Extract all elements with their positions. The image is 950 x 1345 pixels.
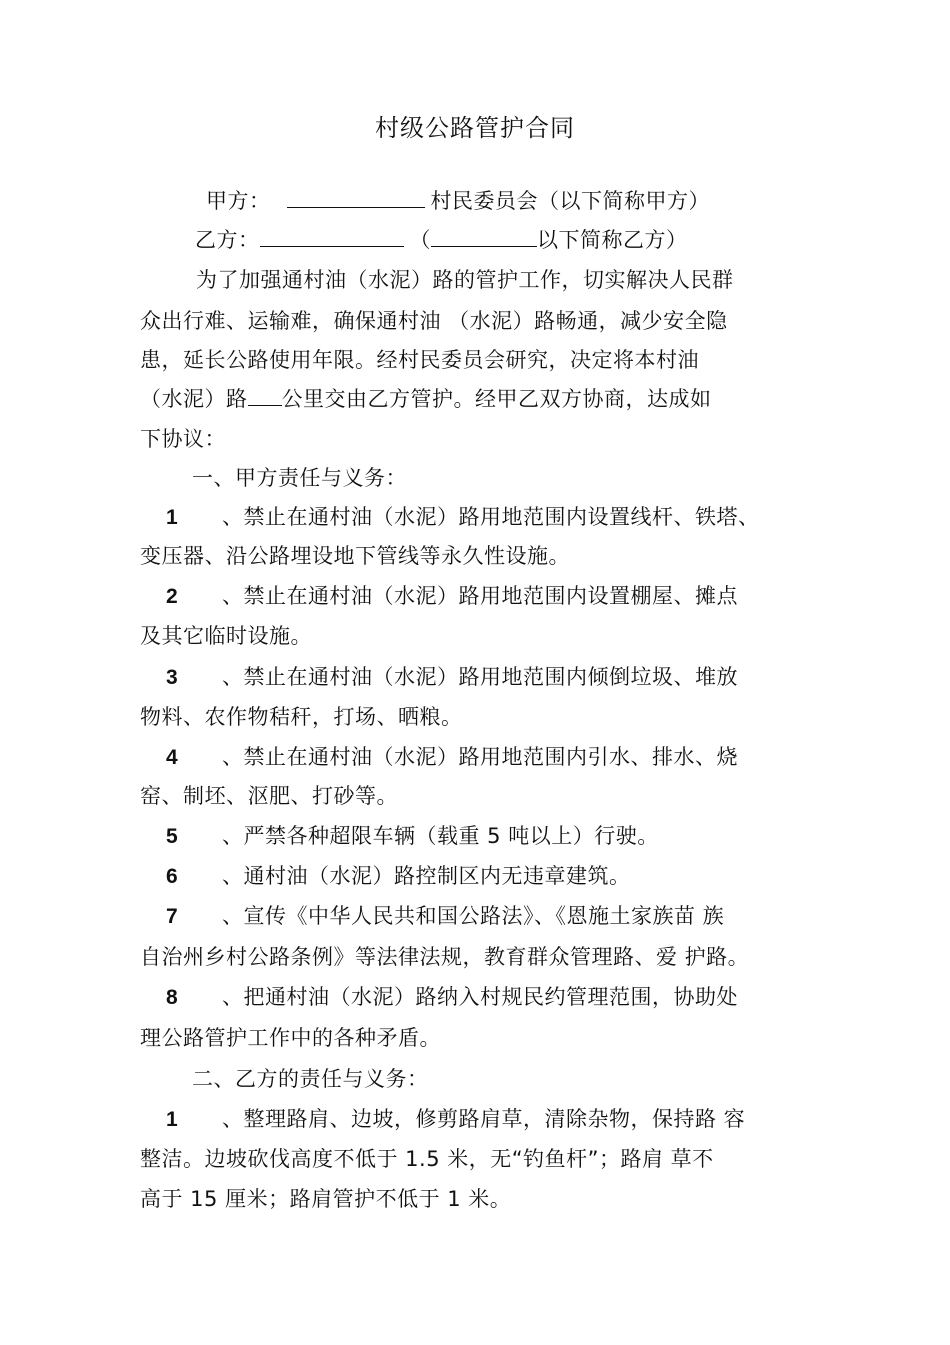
clause-text: 、禁止在通村油（水泥）路用地范围内设置线杆、铁塔、 xyxy=(222,505,760,529)
clause-line xyxy=(140,861,631,892)
intro-text: （水泥）路 xyxy=(140,387,248,411)
intro-line xyxy=(140,384,712,414)
party-a-label: 甲方： xyxy=(206,189,271,213)
clause-text: 、禁止在通村油（水泥）路用地范围内设置棚屋、摊点 xyxy=(222,584,738,608)
intro-line: 下协议： xyxy=(140,427,226,451)
section-heading: 二、乙方的责任与义务： xyxy=(192,1067,429,1091)
clause-number: 3 xyxy=(166,666,179,689)
clause-line: 整洁。边坡砍伐高度不低于 1.5 米，无“钓鱼杆”；路肩 草不 xyxy=(140,1147,714,1171)
clause-text: 、宣传《中华人民共和国公路法》、《恩施土家族苗 族 xyxy=(222,904,725,928)
intro-line: 患，延长公路使用年限。经村民委员会研究，决定将本村油 xyxy=(140,348,699,372)
party-b-open-paren: （ xyxy=(409,228,431,252)
page-title: 村级公路管护合同 xyxy=(375,114,575,142)
party-b-suffix: 以下简称乙方） xyxy=(537,228,688,252)
clause-line xyxy=(140,982,738,1013)
clause-number: 8 xyxy=(166,986,179,1009)
clause-text: 、严禁各种超限车辆（载重 5 吨以上）行驶。 xyxy=(222,824,659,848)
clause-text: 、通村油（水泥）路控制区内无违章建筑。 xyxy=(222,864,631,888)
party-b-blank xyxy=(260,226,404,247)
clause-line: 高于 15 厘米；路肩管护不低于 1 米。 xyxy=(140,1187,512,1211)
clause-text: 、禁止在通村油（水泥）路用地范围内倾倒垃圾、堆放 xyxy=(222,665,738,689)
clause-line: 窑、制坯、沤肥、打砂等。 xyxy=(140,784,398,808)
clause-number: 4 xyxy=(166,746,179,769)
clause-text: 、整理路肩、边坡，修剪路肩草，清除杂物，保持路 容 xyxy=(222,1107,746,1131)
party-b-label: 乙方： xyxy=(195,228,260,252)
clause-line xyxy=(140,821,659,852)
clause-line xyxy=(140,581,738,612)
clause-line: 理公路管护工作中的各种矛盾。 xyxy=(140,1026,441,1050)
clause-number: 5 xyxy=(166,825,179,848)
clause-number: 7 xyxy=(166,905,179,928)
party-a-blank xyxy=(287,187,425,208)
clause-text: 、把通村油（水泥）路纳入村规民约管理范围，协助处 xyxy=(222,985,738,1009)
intro-line: 众出行难、运输难，确保通村油 （水泥）路畅通，减少安全隐 xyxy=(140,309,728,333)
section-heading: 一、甲方责任与义务： xyxy=(192,466,407,490)
clause-line xyxy=(140,742,738,773)
intro-line: 为了加强通村油（水泥）路的管护工作，切实解决人民群 xyxy=(196,268,734,292)
clause-text: 、禁止在通村油（水泥）路用地范围内引水、排水、烧 xyxy=(222,745,738,769)
clause-line xyxy=(140,502,760,533)
clause-line: 及其它临时设施。 xyxy=(140,624,312,648)
clause-line xyxy=(140,662,738,693)
intro-text: 公里交由乙方管护。经甲乙双方协商，达成如 xyxy=(281,387,712,411)
clause-number: 6 xyxy=(166,865,179,888)
party-a-line xyxy=(206,186,710,216)
clause-number: 1 xyxy=(166,1108,179,1131)
clause-line: 自治州乡村公路条例》等法律法规，教育群众管理路、爱 护路。 xyxy=(140,945,750,969)
clause-line xyxy=(140,901,724,932)
party-b-line xyxy=(195,225,688,255)
clause-line: 物料、农作物秸秆，打场、晒粮。 xyxy=(140,705,463,729)
party-b-abbr-blank xyxy=(431,226,537,247)
clause-number: 1 xyxy=(166,506,179,529)
distance-blank xyxy=(248,385,282,406)
clause-number: 2 xyxy=(166,585,179,608)
clause-line: 变压器、沿公路埋设地下管线等永久性设施。 xyxy=(140,544,570,568)
party-a-suffix: 村民委员会（以下简称甲方） xyxy=(430,189,710,213)
clause-line xyxy=(140,1104,745,1135)
